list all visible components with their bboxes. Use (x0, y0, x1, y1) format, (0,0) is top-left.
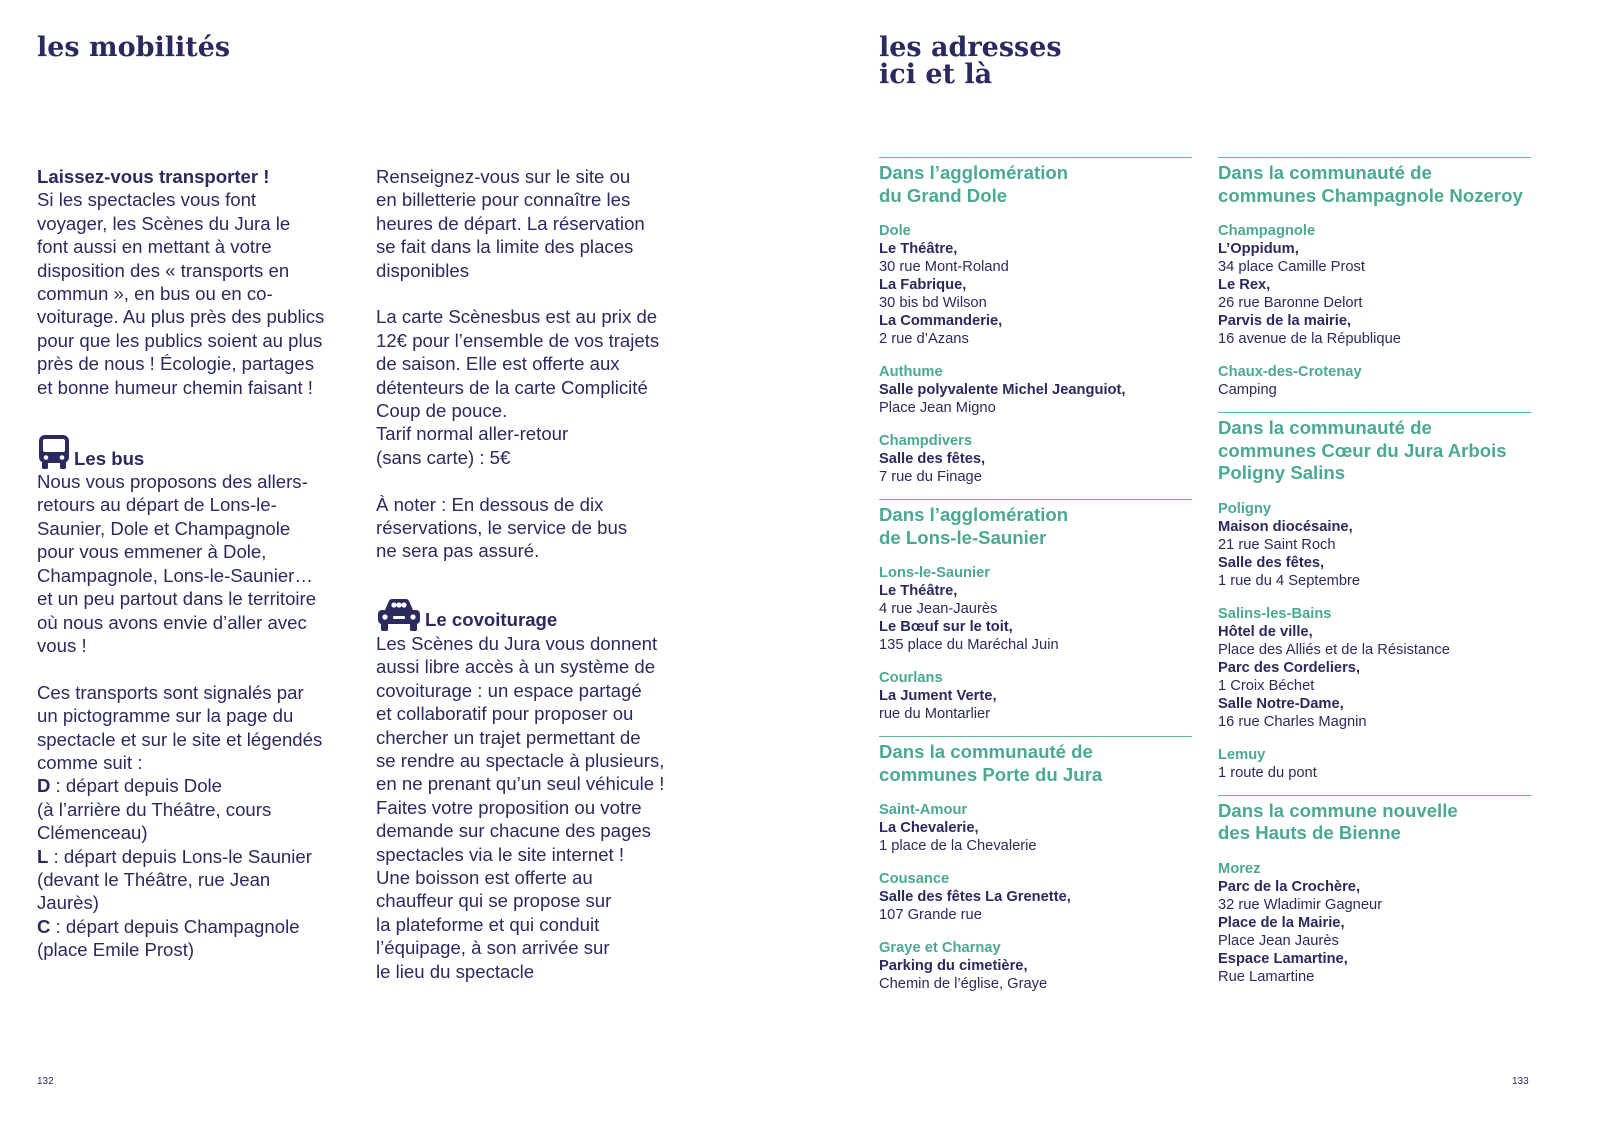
town-name: Chaux-des-Crotenay (1218, 364, 1362, 380)
venue-name: Le Rex, (1218, 277, 1271, 293)
region-block (1218, 795, 1531, 999)
town-name: Saint-Amour (879, 802, 968, 818)
region-block (879, 499, 1192, 736)
town-name: Lons-le-Saunier (879, 565, 990, 581)
intro-line: voyager, les Scènes du Jura le (37, 212, 291, 234)
region-title-line: Dans l’agglomération (879, 162, 1069, 183)
info-line: Renseignez-vous sur le site ou (376, 166, 631, 187)
venue-name: L’Oppidum, (1218, 241, 1299, 257)
route-code-line (37, 845, 357, 868)
region-spacer (1218, 986, 1531, 999)
venue-name: Salle des fêtes, (1218, 554, 1325, 571)
region-title-line: Dans la communauté de (879, 741, 1093, 762)
route-code-text: : départ depuis Lons-le Saunier (48, 845, 312, 867)
town-name: Morez (1218, 860, 1261, 877)
carpool-line: spectacles via le site internet ! (376, 843, 625, 865)
region-title (879, 162, 1192, 207)
intro-heading: Laissez-vous transporter ! (37, 166, 270, 187)
venue-name: Place de la Mairie, (1218, 914, 1345, 931)
region-spacer (879, 723, 1192, 736)
town-name: Poligny (1218, 500, 1272, 517)
venue-address: rue du Montarlier (879, 706, 991, 722)
bus-line: retours au départ de Lons-le- (37, 494, 277, 516)
carpool-line: le lieu du spectacle (376, 960, 535, 982)
venue-name: Salle des fêtes, (879, 451, 986, 467)
region-title-line: Dans la communauté de (1218, 162, 1432, 183)
route-code-detail: (place Emile Prost) (37, 939, 195, 961)
venue-name: Le Bœuf sur le toit, (879, 619, 1013, 635)
intro-line: près de nous ! Écologie, partages (37, 353, 315, 375)
venue-name: Salle Notre-Dame, (1218, 695, 1344, 712)
region-title-line: Dans l’agglomération (879, 504, 1069, 525)
venue-name: Maison diocésaine, (1218, 518, 1353, 535)
venue-address: 1 route du pont (1218, 764, 1317, 781)
card-line: de saison. Elle est offerte aux (376, 353, 620, 375)
town-name: Cousance (879, 871, 950, 887)
carpool-line: aussi libre accès à un système de (376, 656, 656, 678)
route-code: L (37, 845, 49, 867)
venue-name: Espace Lamartine, (1218, 950, 1348, 967)
info-line: heures de départ. La réservation (376, 212, 645, 234)
carpool-line: Une boisson est offerte au (376, 866, 593, 888)
card-line: (sans carte) : 5€ (376, 446, 511, 468)
bus-line: où nous avons envie d’aller avec (37, 611, 307, 633)
venue-address: Camping (1218, 382, 1277, 398)
bus-line: Champagnole, Lons-le-Saunier… (37, 564, 313, 586)
route-code-detail: Clémenceau) (37, 822, 148, 844)
route-code-line (37, 774, 357, 797)
route-code-detail: (à l’arrière du Théâtre, cours (37, 798, 272, 820)
intro-line: voiturage. Au plus près des publics (37, 306, 325, 328)
region-title-line: communes Porte du Jura (879, 763, 1103, 785)
addresses-column-left (879, 157, 1192, 1006)
venue-name: La Jument Verte, (879, 688, 997, 704)
region-block (879, 157, 1192, 499)
venue-name: Salle des fêtes La Grenette, (879, 889, 1071, 905)
town-name: Champagnole (1218, 223, 1316, 239)
route-code-text: : départ depuis Dole (50, 775, 223, 797)
venue-name: Le Théâtre, (879, 241, 958, 257)
carpool-line: Faites votre proposition ou votre (376, 796, 642, 818)
region-title-line: de Lons-le-Saunier (879, 526, 1047, 548)
region-block (1218, 157, 1531, 412)
carpool-line: la plateforme et qui conduit (376, 913, 600, 935)
region-title-line: Dans la commune nouvelle (1218, 799, 1458, 821)
region-title-line: communes Cœur du Jura Arbois (1218, 439, 1507, 461)
card-line: 12€ pour l’ensemble de vos trajets (376, 329, 660, 351)
region-title-line: communes Champagnole Nozeroy (1218, 184, 1523, 206)
town-name: Courlans (879, 670, 943, 686)
mobility-column-2 (376, 165, 696, 983)
intro-line: font aussi en mettant à votre (37, 236, 272, 258)
carpool-line: Les Scènes du Jura vous donnent (376, 632, 658, 654)
venue-address: 1 place de la Chevalerie (879, 838, 1037, 854)
bus-icon (37, 434, 71, 470)
bus-line: et un peu partout dans le territoire (37, 588, 317, 610)
bus-line: Saunier, Dole et Champagnole (37, 517, 291, 539)
venue-address: 32 rue Wladimir Gagneur (1218, 896, 1383, 913)
venue-address: 107 Grande rue (879, 907, 982, 923)
carpool-line: se rendre au spectacle à plusieurs, (376, 749, 665, 771)
page-number-right: 133 (1512, 1076, 1529, 1087)
region-title (1218, 800, 1531, 845)
town-name: Authume (879, 364, 943, 380)
region-spacer (1218, 399, 1531, 412)
venue-address: 26 rue Baronne Delort (1218, 295, 1363, 311)
venue-name: La Commanderie, (879, 313, 1003, 329)
region-title-line: Dans la communauté de (1218, 417, 1432, 438)
mobility-column-1 (37, 165, 357, 962)
signal-line: comme suit : (37, 751, 143, 773)
town-name: Dole (879, 223, 911, 239)
region-title-line: Poligny Salins (1218, 462, 1346, 483)
venue-address: 30 bis bd Wilson (879, 295, 987, 311)
venue-address: Chemin de l’église, Graye (879, 976, 1048, 992)
venue-name: Parvis de la mairie, (1218, 313, 1352, 329)
left-page-title: les mobilités (37, 32, 231, 63)
bus-heading (37, 434, 357, 470)
signal-line: Ces transports sont signalés par (37, 681, 304, 703)
card-line: La carte Scènesbus est au prix de (376, 306, 658, 328)
intro-line: et bonne humeur chemin faisant ! (37, 376, 313, 398)
venue-address: 16 avenue de la République (1218, 331, 1401, 347)
carpool-line: et collaboratif pour proposer ou (376, 703, 634, 725)
info-line: se fait dans la limite des places (376, 236, 634, 258)
town-name: Graye et Charnay (879, 940, 1001, 956)
right-page-title (879, 34, 1062, 88)
route-code: C (37, 915, 51, 937)
venue-name: La Fabrique, (879, 277, 967, 293)
route-code-line (37, 915, 357, 938)
town-name: Lemuy (1218, 746, 1266, 763)
carpool-heading-label: Le covoiturage (425, 609, 558, 631)
carpool-line: chercher un trajet permettant de (376, 726, 641, 748)
region-title-line: du Grand Dole (879, 184, 1008, 206)
town-name: Salins-les-Bains (1218, 605, 1332, 622)
venue-name: Parc de la Crochère, (1218, 878, 1361, 895)
carpool-line: chauffeur qui se propose sur (376, 890, 612, 912)
intro-line: disposition des « transports en (37, 259, 290, 281)
venue-name: Salle polyvalente Michel Jeanguiot, (879, 382, 1126, 398)
info-line: en billetterie pour connaître les (376, 189, 631, 211)
venue-address: Rue Lamartine (1218, 968, 1315, 985)
bus-line: Nous vous proposons des allers- (37, 471, 308, 493)
info-line: disponibles (376, 259, 470, 281)
route-code-detail: Jaurès) (37, 892, 100, 914)
venue-address: 34 place Camille Prost (1218, 259, 1365, 275)
venue-address: 4 rue Jean-Jaurès (879, 601, 998, 617)
venue-address: 30 rue Mont-Roland (879, 259, 1009, 275)
bus-line: vous ! (37, 634, 87, 656)
region-title (1218, 417, 1531, 485)
venue-address: 1 rue du 4 Septembre (1218, 572, 1361, 589)
bus-heading-label: Les bus (74, 447, 145, 469)
route-code-detail: (devant le Théâtre, rue Jean (37, 868, 271, 890)
region-block (1218, 412, 1531, 795)
intro-line: commun », en bus ou en co- (37, 283, 273, 305)
region-title (1218, 162, 1531, 207)
venue-address: 16 rue Charles Magnin (1218, 713, 1367, 730)
region-spacer (879, 993, 1192, 1006)
region-spacer (1218, 782, 1531, 795)
region-title-line: des Hauts de Bienne (1218, 822, 1401, 843)
region-title (879, 741, 1192, 786)
intro-line: Si les spectacles vous font (37, 189, 257, 211)
car-icon (376, 598, 422, 632)
venue-name: Parking du cimetière, (879, 958, 1028, 974)
region-spacer (879, 486, 1192, 499)
card-line: détenteurs de la carte Complicité (376, 376, 648, 398)
signal-line: spectacle et sur le site et légendés (37, 728, 323, 750)
venue-address: 1 Croix Béchet (1218, 677, 1315, 694)
carpool-heading (376, 598, 696, 632)
venue-name: Hôtel de ville, (1218, 623, 1313, 640)
venue-name: La Chevalerie, (879, 820, 979, 836)
venue-address: 21 rue Saint Roch (1218, 536, 1336, 553)
signal-line: un pictogramme sur la page du (37, 705, 294, 727)
carpool-line: en ne prenant qu’un seul véhicule ! (376, 773, 665, 795)
note-line: À noter : En dessous de dix (376, 493, 604, 515)
route-code-text: : départ depuis Champagnole (50, 915, 300, 937)
region-title (879, 504, 1192, 549)
intro-line: pour que les publics soient au plus (37, 329, 323, 351)
venue-address: 7 rue du Finage (879, 469, 982, 485)
venue-address: Place Jean Jaurès (1218, 932, 1339, 949)
carpool-line: demande sur chacune des pages (376, 820, 651, 842)
card-line: Tarif normal aller-retour (376, 423, 569, 445)
note-line: ne sera pas assuré. (376, 540, 540, 562)
bus-line: pour vous emmener à Dole, (37, 541, 267, 563)
venue-address: Place Jean Migno (879, 400, 996, 416)
carpool-line: covoiturage : un espace partagé (376, 679, 642, 701)
right-page-title-line2: ici et là (879, 59, 993, 90)
route-code: D (37, 775, 51, 797)
carpool-line: l’équipage, à son arrivée sur (376, 937, 610, 959)
venue-address: 2 rue d’Azans (879, 331, 969, 347)
venue-name: Le Théâtre, (879, 583, 958, 599)
addresses-column-right (1218, 157, 1531, 999)
note-line: réservations, le service de bus (376, 517, 628, 539)
card-line: Coup de pouce. (376, 400, 508, 422)
region-block (879, 736, 1192, 1006)
venue-address: 135 place du Maréchal Juin (879, 637, 1059, 653)
right-page-title-line1: les adresses (879, 32, 1062, 63)
town-name: Champdivers (879, 433, 973, 449)
venue-name: Parc des Cordeliers, (1218, 659, 1361, 676)
page-number-left: 132 (37, 1076, 54, 1087)
venue-address: Place des Alliés et de la Résistance (1218, 641, 1450, 658)
